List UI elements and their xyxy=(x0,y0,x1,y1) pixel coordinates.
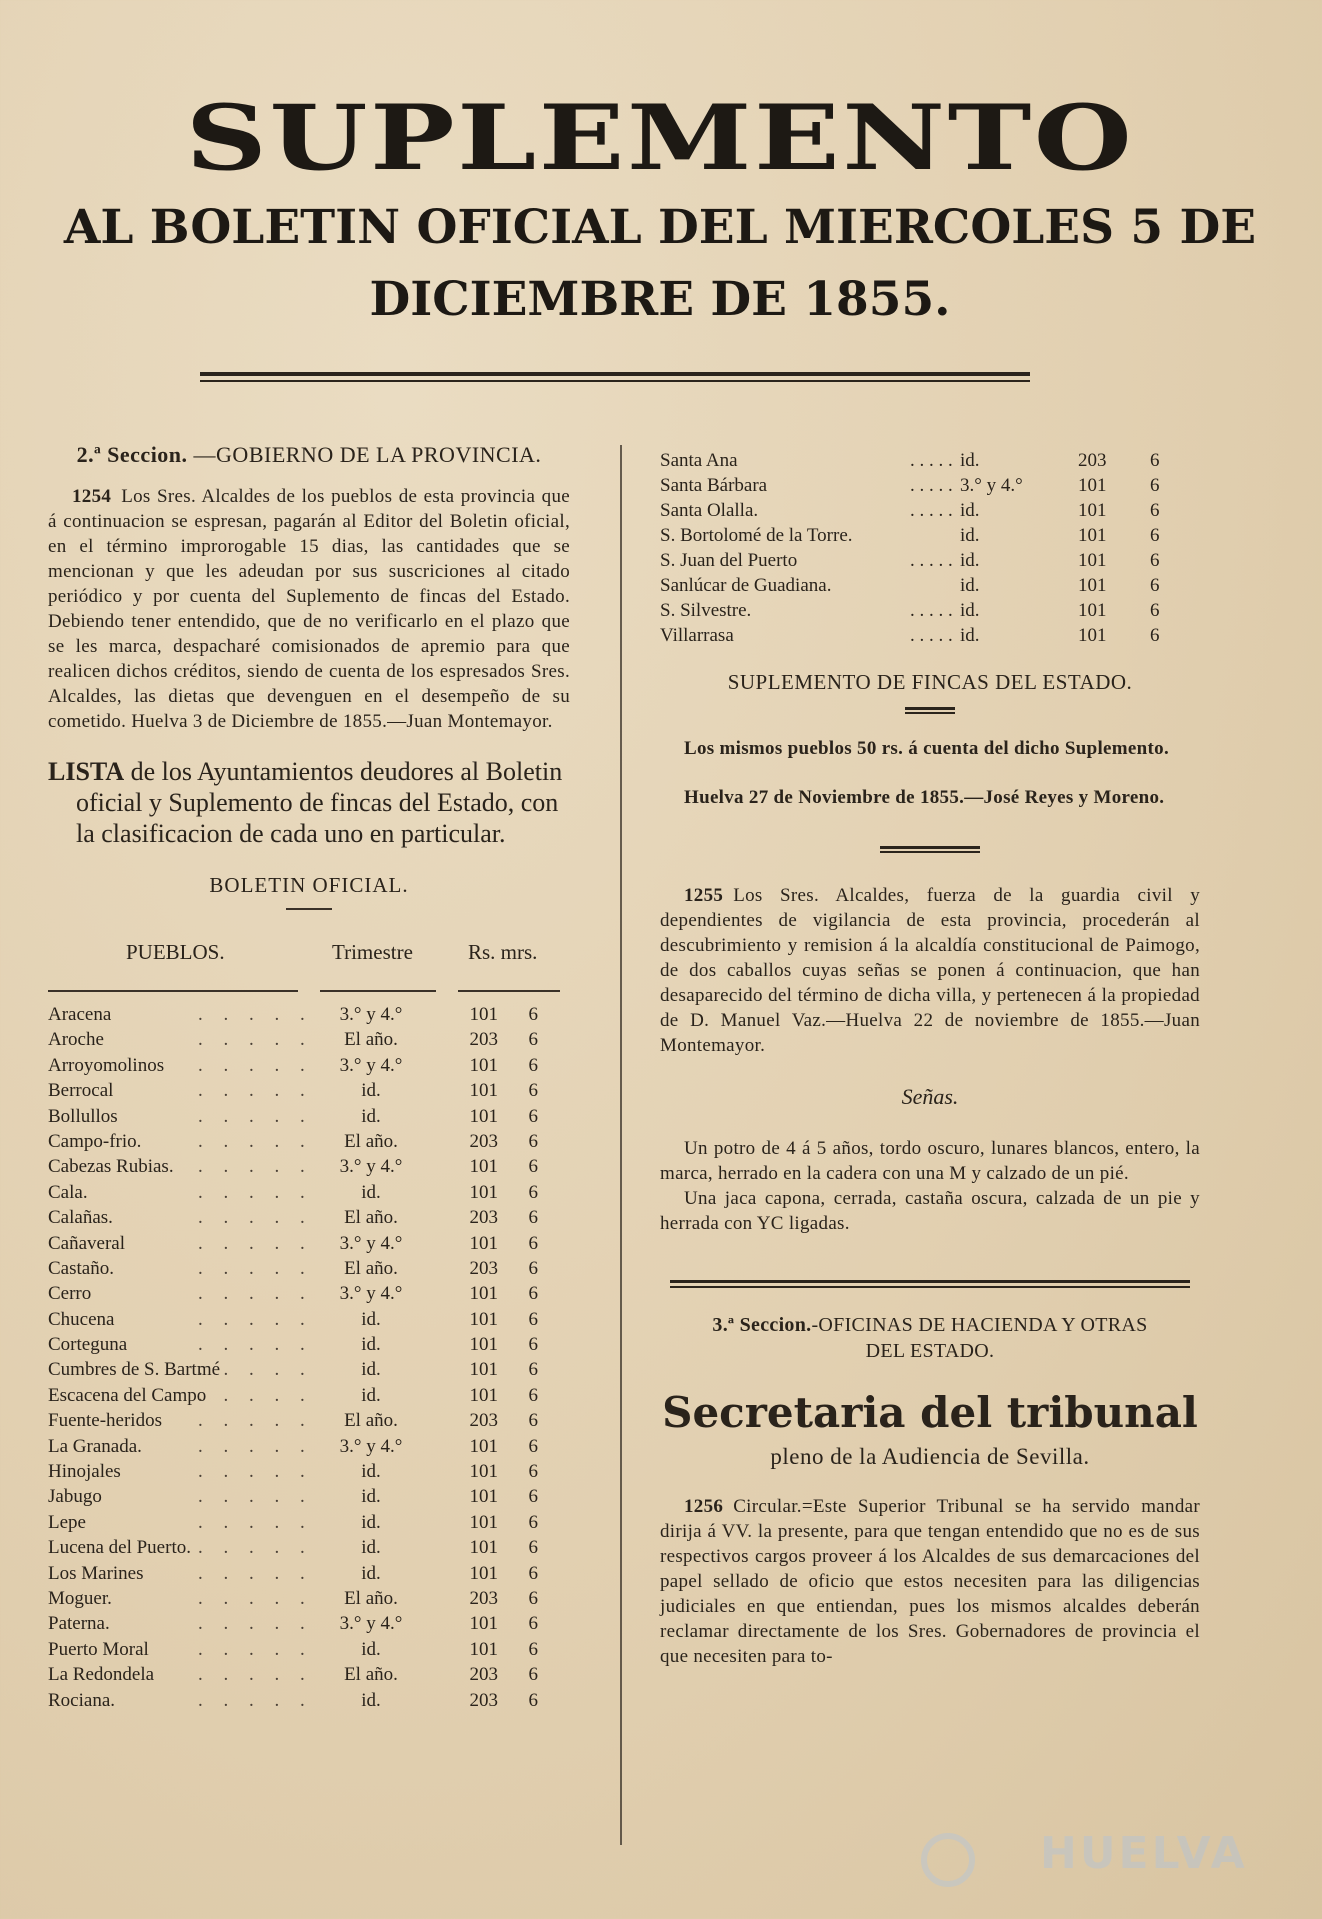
town-trimestre: id. xyxy=(960,575,980,596)
town-trimestre: El año. xyxy=(344,1587,398,1609)
town-name: Aracena xyxy=(48,1004,112,1025)
town-reales: 203 xyxy=(469,1689,498,1711)
town-trimestre: id. xyxy=(361,1384,381,1406)
leader-dots: . . . . . xyxy=(198,1105,313,1127)
town-name: La Redondela xyxy=(48,1664,155,1686)
town-name: Jabugo xyxy=(48,1486,102,1508)
left-column xyxy=(48,440,570,1715)
town-name: Hinojales xyxy=(48,1461,121,1483)
town-trimestre: id. xyxy=(361,1511,381,1533)
notice-1255-text: Los Sres. Alcaldes, fuerza de la guardia civil y dependientes de vigilancia de esta provincia, procederán al descubrimiento y remision á la alcaldía constitucional de Paimogo, de dos caballos cuyas señas se ponen á continuacion, que han desaparecido del término de dicha villa, y pertenecen á la propiedad de D. Manuel Vaz.—Huelva 22 de noviembre de 1855.—Juan Montemayor. xyxy=(660,885,1200,1056)
town-trimestre: id. xyxy=(960,450,980,471)
town-maravedis: 6 xyxy=(1150,575,1160,596)
town-trimestre: id. xyxy=(960,525,980,546)
town-reales: 101 xyxy=(1078,500,1107,521)
lista-word: LISTA xyxy=(48,757,125,786)
town-trimestre: id. xyxy=(361,1638,381,1660)
town-name: Lepe xyxy=(48,1511,86,1533)
town-maravedis: 6 xyxy=(528,1181,538,1203)
town-maravedis: 6 xyxy=(528,1435,538,1457)
senas-heading: Señas. xyxy=(901,1084,959,1109)
town-trimestre: id. xyxy=(361,1359,381,1381)
notice-1256-number: 1256 xyxy=(684,1496,724,1517)
town-maravedis: 6 xyxy=(528,1359,538,1381)
table-row xyxy=(48,1461,570,1486)
town-name: Fuente-heridos xyxy=(48,1410,162,1432)
town-trimestre: id. xyxy=(960,625,980,646)
lista-heading xyxy=(48,756,570,849)
leader-dots: . . . . . xyxy=(910,600,953,621)
town-maravedis: 6 xyxy=(528,1334,538,1356)
table-row xyxy=(48,1410,570,1435)
town-name: Moguer. xyxy=(48,1587,112,1609)
notice-1256 xyxy=(660,1494,1200,1669)
table-row xyxy=(48,1639,570,1664)
suplemento-heading: SUPLEMENTO DE FINCAS DEL ESTADO. xyxy=(727,670,1133,694)
town-reales: 101 xyxy=(469,1283,498,1305)
leader-dots: . . . . . xyxy=(198,1334,313,1356)
notice-1254-text: Los Sres. Alcaldes de los pueblos de esta provincia que á continuacion se espresan, pagarán al Editor del Boletin oficial, en el término improrogable 15 dias, las cantidades que se mencionan y que les adeudan por sus suscriciones al citado periódico y por cuenta del Suplemento de fincas del Estado. Debiendo tener entendido, que de no verificarlo en el plazo que se les marca, despacharé comisionados de apremio para que realicen dichos créditos, siendo de cuenta de los espresados Sres. Alcaldes, las dietas que devenguen en el desempeño de su cometido. Huelva 3 de Diciembre de 1855.—Juan Montemayor. xyxy=(48,486,570,732)
town-reales: 101 xyxy=(469,1486,498,1508)
lista-text: de los Ayuntamientos deudores al Boletin oficial y Suplemento de fincas del Estado, con la clasificacion de cada uno en particular. xyxy=(76,757,563,848)
town-trimestre: 3.° y 4.° xyxy=(339,1004,403,1025)
table-row xyxy=(660,625,1200,650)
town-maravedis: 6 xyxy=(528,1638,538,1660)
town-maravedis: 6 xyxy=(528,1105,538,1127)
leader-dots: . . . . . xyxy=(198,1486,313,1508)
leader-dots: . . . . . xyxy=(910,450,953,471)
town-maravedis: 6 xyxy=(528,1384,538,1406)
column-divider xyxy=(620,445,622,1845)
leader-dots: . . . . . xyxy=(198,1359,313,1381)
boletin-rule xyxy=(286,908,332,910)
table-row xyxy=(660,575,1200,600)
town-name: Campo-frio. xyxy=(48,1130,142,1152)
town-trimestre: id. xyxy=(361,1334,381,1356)
town-maravedis: 6 xyxy=(528,1283,538,1305)
town-maravedis: 6 xyxy=(528,1664,538,1686)
town-reales: 101 xyxy=(1078,525,1107,546)
town-reales: 203 xyxy=(1078,450,1107,471)
leader-dots: . . . . . xyxy=(910,625,953,646)
town-name: S. Silvestre. xyxy=(660,600,752,621)
table-row xyxy=(48,1233,570,1258)
town-reales: 101 xyxy=(469,1461,498,1483)
leader-dots: . . . . . xyxy=(198,1613,313,1635)
leader-dots: . . . . . xyxy=(910,500,953,521)
town-trimestre: 3.° y 4.° xyxy=(960,475,1023,496)
town-maravedis: 6 xyxy=(528,1232,538,1254)
town-maravedis: 6 xyxy=(528,1486,538,1508)
masthead xyxy=(40,85,1280,332)
table-row xyxy=(48,1436,570,1461)
town-name: Lucena del Puerto. xyxy=(48,1537,191,1559)
section-3-title-1: -OFICINAS DE HACIENDA Y OTRAS xyxy=(811,1314,1148,1336)
leader-dots: . . . . . xyxy=(198,1308,313,1330)
town-reales: 101 xyxy=(469,1359,498,1381)
town-trimestre: El año. xyxy=(344,1664,398,1686)
town-reales: 101 xyxy=(469,1004,498,1025)
boletin-oficial-heading: BOLETIN OFICIAL. xyxy=(209,873,409,897)
town-name: Chucena xyxy=(48,1308,115,1330)
table-row xyxy=(48,1004,570,1029)
town-trimestre: 3.° y 4.° xyxy=(339,1232,403,1254)
leader-dots: . . . . . xyxy=(198,1156,313,1178)
town-name: Santa Ana xyxy=(660,450,738,471)
notice-1255 xyxy=(660,883,1200,1058)
town-reales: 101 xyxy=(1078,475,1107,496)
table-row xyxy=(48,1309,570,1334)
town-reales: 101 xyxy=(469,1054,498,1076)
secretaria-subtitle: pleno de la Audiencia de Sevilla. xyxy=(770,1444,1090,1469)
town-reales: 101 xyxy=(1078,575,1107,596)
town-maravedis: 6 xyxy=(1150,550,1160,571)
leader-dots: . . . . . xyxy=(198,1410,313,1432)
leader-dots: . . . . . xyxy=(198,1689,313,1711)
town-name: Sanlúcar de Guadiana. xyxy=(660,575,832,596)
table-row xyxy=(48,1283,570,1308)
leader-dots: . . . . . xyxy=(198,1181,313,1203)
town-name: La Granada. xyxy=(48,1435,142,1457)
town-reales: 101 xyxy=(469,1435,498,1457)
table-row xyxy=(48,1486,570,1511)
table-row xyxy=(48,1055,570,1080)
section-3-prefix: 3.ª Seccion. xyxy=(712,1314,812,1336)
town-reales: 101 xyxy=(469,1181,498,1203)
table-row xyxy=(48,1512,570,1537)
town-reales: 203 xyxy=(469,1207,498,1229)
town-maravedis: 6 xyxy=(1150,450,1160,471)
town-trimestre: El año. xyxy=(344,1029,398,1051)
table-row xyxy=(48,1207,570,1232)
leader-dots: . . . . . xyxy=(198,1283,313,1305)
table-row xyxy=(48,1385,570,1410)
town-name: Cala. xyxy=(48,1181,88,1203)
watermark-text: HUELVA xyxy=(1040,1828,1248,1879)
town-maravedis: 6 xyxy=(528,1257,538,1279)
town-reales: 101 xyxy=(469,1511,498,1533)
town-name: S. Juan del Puerto xyxy=(660,550,798,571)
town-name: Calañas. xyxy=(48,1207,113,1229)
town-trimestre: 3.° y 4.° xyxy=(339,1283,403,1305)
town-name: Berrocal xyxy=(48,1080,114,1102)
town-maravedis: 6 xyxy=(528,1587,538,1609)
town-trimestre: 3.° y 4.° xyxy=(339,1613,403,1635)
senas-paragraph-1: Un potro de 4 á 5 años, tordo oscuro, lunares blancos, entero, la marca, herrado en la cadera con una M y calzado de un pié. xyxy=(660,1138,1200,1184)
table-row xyxy=(48,1664,570,1689)
town-maravedis: 6 xyxy=(528,1207,538,1229)
leader-dots: . . . . . xyxy=(198,1638,313,1660)
town-trimestre: id. xyxy=(960,600,980,621)
section-3-heading xyxy=(660,1312,1200,1364)
leader-dots: . . . . . xyxy=(198,1664,313,1686)
leader-dots: . . . . . xyxy=(198,1054,313,1076)
suplemento-text: Los mismos pueblos 50 rs. á cuenta del dicho Suplemento. xyxy=(684,738,1169,759)
section-2-heading xyxy=(48,440,570,470)
town-trimestre: id. xyxy=(361,1689,381,1711)
town-name: Escacena del Campo xyxy=(48,1384,207,1406)
table-row xyxy=(660,450,1200,475)
table-row xyxy=(48,1182,570,1207)
town-reales: 101 xyxy=(469,1232,498,1254)
table-header-rules xyxy=(48,980,570,1004)
town-name: Rociana. xyxy=(48,1689,116,1711)
table-row xyxy=(48,1537,570,1562)
town-maravedis: 6 xyxy=(528,1029,538,1051)
table-row xyxy=(48,1563,570,1588)
table-row xyxy=(48,1588,570,1613)
town-reales: 101 xyxy=(469,1638,498,1660)
leader-dots: . . . . . xyxy=(198,1130,313,1152)
table-row xyxy=(48,1258,570,1283)
town-name: Aroche xyxy=(48,1029,104,1051)
section-2-title: —GOBIERNO DE LA PROVINCIA. xyxy=(193,442,542,467)
town-trimestre: 3.° y 4.° xyxy=(339,1435,403,1457)
section-2-prefix: 2.ª Seccion. xyxy=(76,442,188,467)
town-name: Cumbres de S. Bartmé xyxy=(48,1359,221,1381)
table-row xyxy=(48,1334,570,1359)
town-maravedis: 6 xyxy=(528,1562,538,1584)
notice-1256-text: Circular.=Este Superior Tribunal se ha servido mandar dirija á VV. la presente, para que tengan entendido que no es de sus respectivos cargos proveer á los Alcaldes de sus demarcaciones del papel sellado de oficio que estos necesiten para las diligencias judiciales en que entiendan, pues los mismos alcaldes deberán reclamar directamente de los Sres. Gobernadores de provincia el que necesiten para to- xyxy=(660,1496,1200,1667)
suplemento-signature: Huelva 27 de Noviembre de 1855.—José Reyes y Moreno. xyxy=(684,787,1165,808)
town-name: Villarrasa xyxy=(660,625,734,646)
town-maravedis: 6 xyxy=(1150,625,1160,646)
town-reales: 203 xyxy=(469,1410,498,1432)
town-name: Arroyomolinos xyxy=(48,1054,165,1076)
town-name: Castaño. xyxy=(48,1257,114,1279)
town-name: S. Bortolomé de la Torre. xyxy=(660,525,853,546)
secretaria-title: Secretaria del tribunal xyxy=(662,1388,1198,1437)
table-header xyxy=(48,940,570,980)
table-row xyxy=(48,1613,570,1638)
town-trimestre: id. xyxy=(361,1105,381,1127)
leader-dots: . . . . . xyxy=(198,1080,313,1102)
table-row xyxy=(48,1106,570,1131)
town-trimestre: id. xyxy=(361,1562,381,1584)
town-maravedis: 6 xyxy=(528,1004,538,1025)
table-row xyxy=(48,1359,570,1384)
notice-1254 xyxy=(48,484,570,734)
section-3-title-2: DEL ESTADO. xyxy=(865,1340,995,1362)
town-maravedis: 6 xyxy=(1150,500,1160,521)
town-trimestre: id. xyxy=(361,1461,381,1483)
senas-paragraph-2: Una jaca capona, cerrada, castaña oscura, calzada de un pie y herrada con YC ligadas. xyxy=(660,1188,1200,1234)
town-reales: 101 xyxy=(469,1334,498,1356)
town-name: Cañaveral xyxy=(48,1232,126,1254)
town-trimestre: id. xyxy=(361,1537,381,1559)
town-reales: 101 xyxy=(1078,600,1107,621)
town-maravedis: 6 xyxy=(528,1461,538,1483)
leader-dots: . . . . . xyxy=(198,1537,313,1559)
town-reales: 203 xyxy=(469,1029,498,1051)
table-row xyxy=(48,1080,570,1105)
town-trimestre: El año. xyxy=(344,1257,398,1279)
town-reales: 101 xyxy=(469,1562,498,1584)
leader-dots: . . . . . xyxy=(198,1257,313,1279)
leader-dots: . . . . . xyxy=(198,1587,313,1609)
town-maravedis: 6 xyxy=(528,1156,538,1178)
table-row xyxy=(660,500,1200,525)
towns-table-continued xyxy=(660,450,1200,650)
town-trimestre: 3.° y 4.° xyxy=(339,1156,403,1178)
section-3-rule xyxy=(670,1280,1190,1288)
table-row xyxy=(48,1690,570,1715)
town-trimestre: El año. xyxy=(344,1207,398,1229)
town-trimestre: id. xyxy=(361,1486,381,1508)
town-reales: 101 xyxy=(469,1613,498,1635)
suplemento-rule xyxy=(905,707,955,714)
town-name: Santa Bárbara xyxy=(660,475,768,496)
town-maravedis: 6 xyxy=(528,1054,538,1076)
leader-dots: . . . . . xyxy=(198,1232,313,1254)
town-trimestre: id. xyxy=(361,1080,381,1102)
col-trimestre: Trimestre xyxy=(332,940,413,964)
town-maravedis: 6 xyxy=(528,1130,538,1152)
leader-dots: . . . . . xyxy=(198,1384,313,1406)
masthead-subtitle-1: AL BOLETIN OFICIAL DEL MIERCOLES 5 DE xyxy=(63,200,1257,255)
town-name: Santa Olalla. xyxy=(660,500,759,521)
town-name: Los Marines xyxy=(48,1562,144,1584)
notice-1255-number: 1255 xyxy=(684,885,724,906)
town-trimestre: id. xyxy=(960,500,980,521)
notice-1254-number: 1254 xyxy=(72,486,112,507)
masthead-title: SUPLEMENTO xyxy=(185,85,1135,191)
town-name: Cabezas Rubias. xyxy=(48,1156,174,1178)
leader-dots: . . . . . xyxy=(198,1207,313,1229)
town-maravedis: 6 xyxy=(528,1613,538,1635)
town-reales: 203 xyxy=(469,1257,498,1279)
town-reales: 203 xyxy=(469,1664,498,1686)
town-reales: 101 xyxy=(1078,550,1107,571)
town-name: Bollullos xyxy=(48,1105,118,1127)
town-reales: 203 xyxy=(469,1587,498,1609)
town-maravedis: 6 xyxy=(528,1689,538,1711)
table-row xyxy=(660,600,1200,625)
town-reales: 101 xyxy=(469,1080,498,1102)
table-row xyxy=(660,550,1200,575)
town-reales: 101 xyxy=(469,1105,498,1127)
town-trimestre: id. xyxy=(960,550,980,571)
town-trimestre: 3.° y 4.° xyxy=(339,1054,403,1076)
town-maravedis: 6 xyxy=(528,1410,538,1432)
town-trimestre: id. xyxy=(361,1308,381,1330)
town-reales: 101 xyxy=(1078,625,1107,646)
town-trimestre: id. xyxy=(361,1181,381,1203)
table-row xyxy=(48,1131,570,1156)
archive-logo-icon xyxy=(918,1830,1018,1890)
town-name: Paterna. xyxy=(48,1613,110,1635)
town-maravedis: 6 xyxy=(528,1537,538,1559)
table-row xyxy=(660,475,1200,500)
table-row xyxy=(48,1029,570,1054)
town-maravedis: 6 xyxy=(1150,525,1160,546)
masthead-subtitle-2: DICIEMBRE DE 1855. xyxy=(369,272,951,327)
col-rs-mrs: Rs. mrs. xyxy=(468,940,538,964)
town-trimestre: El año. xyxy=(344,1410,398,1432)
town-reales: 101 xyxy=(469,1308,498,1330)
town-maravedis: 6 xyxy=(1150,600,1160,621)
leader-dots: . . . . . xyxy=(910,550,953,571)
table-row xyxy=(660,525,1200,550)
town-reales: 101 xyxy=(469,1156,498,1178)
table-row xyxy=(48,1156,570,1181)
leader-dots: . . . . . xyxy=(198,1511,313,1533)
town-maravedis: 6 xyxy=(1150,475,1160,496)
leader-dots: . . . . . xyxy=(198,1562,313,1584)
town-reales: 101 xyxy=(469,1384,498,1406)
towns-table xyxy=(48,1004,570,1715)
town-name: Corteguna xyxy=(48,1334,128,1356)
col-pueblos: PUEBLOS. xyxy=(126,940,225,964)
town-reales: 101 xyxy=(469,1537,498,1559)
town-maravedis: 6 xyxy=(528,1308,538,1330)
leader-dots: . . . . . xyxy=(198,1435,313,1457)
separator-rule xyxy=(880,846,980,853)
town-name: Puerto Moral xyxy=(48,1638,149,1660)
town-reales: 203 xyxy=(469,1130,498,1152)
town-maravedis: 6 xyxy=(528,1511,538,1533)
right-column xyxy=(660,450,1200,1669)
town-trimestre: El año. xyxy=(344,1130,398,1152)
leader-dots: . . . . . xyxy=(910,475,953,496)
town-maravedis: 6 xyxy=(528,1080,538,1102)
leader-dots: . . . . . xyxy=(198,1004,313,1025)
town-name: Cerro xyxy=(48,1283,92,1305)
masthead-rule xyxy=(200,372,1030,382)
leader-dots: . . . . . xyxy=(198,1029,313,1051)
leader-dots: . . . . . xyxy=(198,1461,313,1483)
